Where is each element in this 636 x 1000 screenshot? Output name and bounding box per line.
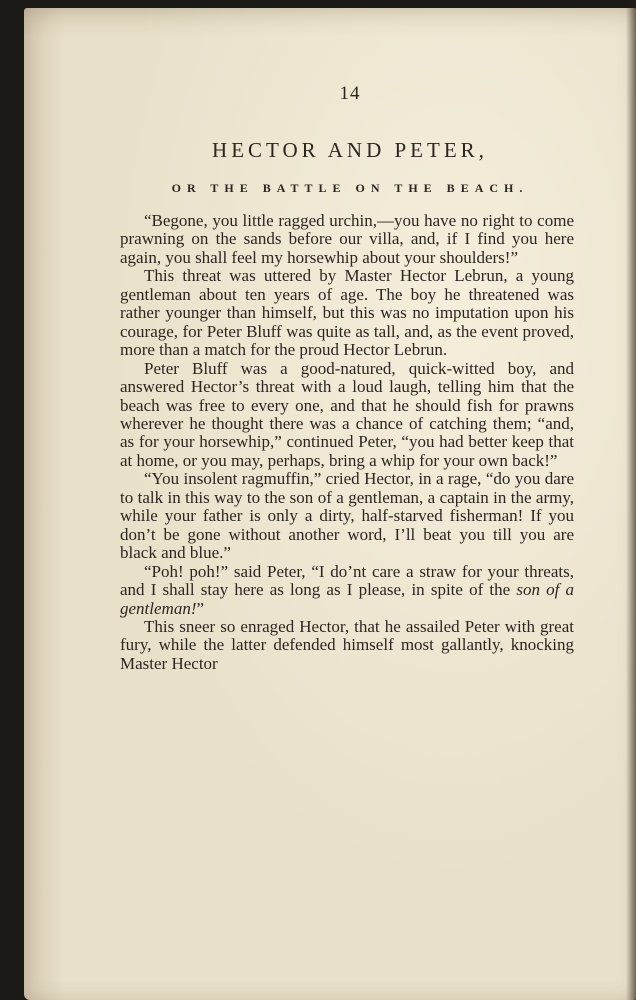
paragraph: This sneer so enraged Hector, that he assailed Peter with great fury, while the latter defended himself most gallantly, knocking Master Hector (120, 616, 574, 673)
page-number: 14 (339, 83, 361, 104)
book-page (24, 8, 636, 1000)
italic-phrase: son of a gentleman! (120, 580, 574, 618)
paragraph (120, 563, 574, 618)
body-text (120, 212, 574, 673)
chapter-subtitle: OR THE BATTLE ON THE BEACH. (171, 181, 529, 195)
paragraph: “Begone, you little ragged urchin,—you have no right to come prawning on the sands before our villa, and, if I find you here again, you shall feel my horsewhip about your shoulders!” (120, 211, 574, 267)
paragraph: Peter Bluff was a good-natured, quick-witted boy, and answered Hector’s threat with a loud laugh, telling him that the beach was free to every one, and that he should fish for prawns wherever he thought there was a chance of catching them; “and, as for your horsewhip,” continued Peter, “you had better keep that at home, or you may, perhaps, bring a whip for your own back!” (120, 358, 574, 470)
paragraph: This threat was uttered by Master Hector Lebrun, a young gentleman about ten years of age. The boy he threatened was rather younger than himself, but this was no imputation upon his courage, for Peter Bluff was quite as tall, and, as the event proved, more than a match for the proud Hector Lebrun. (120, 266, 574, 360)
paragraph-text: “Poh! poh!” said Peter, “I do’nt care a straw for your threats, and I shall stay here as long as I please, in spite of the (120, 561, 574, 600)
paragraph-text: ” (196, 598, 205, 618)
page-edge-shadow (626, 0, 636, 1000)
paragraph: “You insolent ragmuffin,” cried Hector, in a rage, “do you dare to talk in this way to the son of a gentleman, a captain in the army, while your father is only a dirty, half-starved fisherman! If you don’t be gone without another word, I’ll beat you till you are black and blue.” (120, 469, 574, 563)
chapter-title: HECTOR AND PETER, (212, 138, 488, 162)
